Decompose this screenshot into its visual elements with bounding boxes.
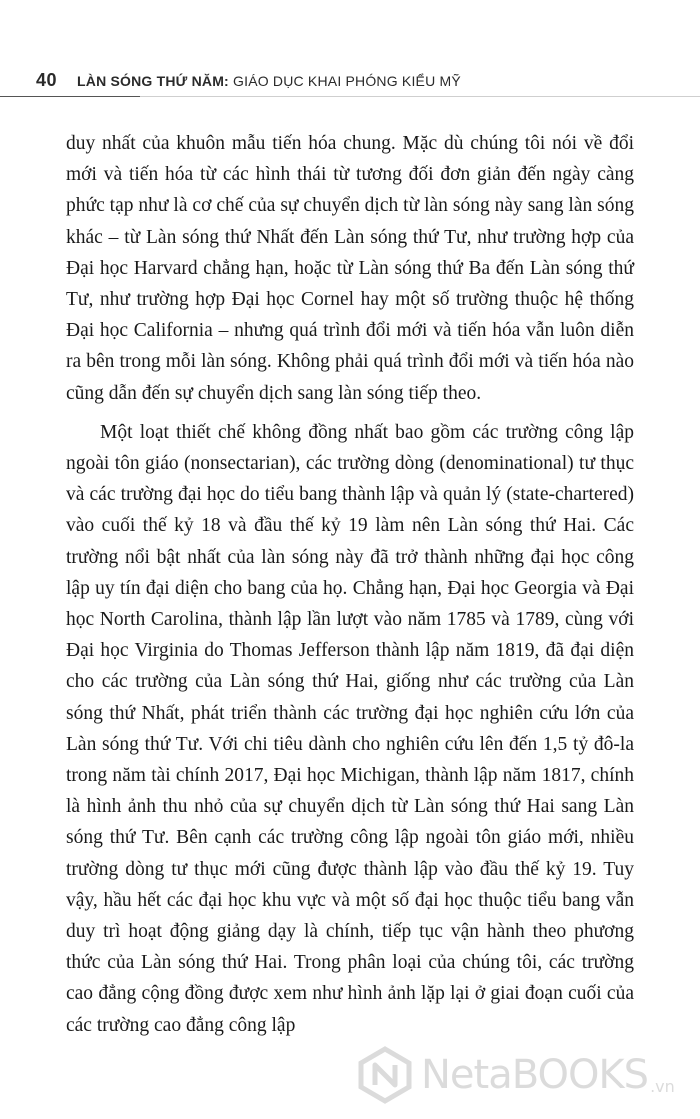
netabooks-logo-icon [355, 1045, 415, 1105]
watermark-brand: NetaBOOKS [421, 1052, 649, 1098]
watermark-tld: .vn [650, 1077, 675, 1096]
header-rule-light [140, 96, 700, 97]
page-number: 40 [36, 70, 58, 90]
watermark [355, 1040, 695, 1110]
running-header [30, 70, 670, 92]
running-head-subtitle: GIÁO DỤC KHAI PHÓNG KIỂU MỸ [228, 73, 461, 89]
paragraph-2: Một loạt thiết chế không đồng nhất bao gồm các trường công lập ngoài tôn giáo (nonsectarian), các trường dòng (denominational) tư thục và các trường đại học do tiểu bang thành lập và quản lý (state-chartered) vào cuối thế kỷ 18 và đầu thế kỷ 19 làm nên Làn sóng thứ Hai. Các trường nổi bật nhất của làn sóng này đã trở thành những đại học công lập uy tín đại diện cho bang của họ. Chẳng hạn, Đại học Georgia và Đại học North Carolina, thành lập lần lượt vào năm 1785 và 1789, cùng với Đại học Virginia do Thomas Jefferson thành lập năm 1819, đã đại diện cho các trường của Làn sóng thứ Hai, giống như các trường của Làn sóng thứ Nhất, phát triển thành các trường đại học nghiên cứu lớn của Làn sóng thứ Tư. Với chi tiêu dành cho nghiên cứu lên đến 1,5 tỷ đô-la trong năm tài chính 2017, Đại học Michigan, thành lập năm 1817, chính là hình ảnh thu nhỏ của sự chuyển dịch từ Làn sóng thứ Hai sang Làn sóng thứ Tư. Bên cạnh các trường công lập ngoài tôn giáo mới, nhiều trường dòng tư thục mới cũng được thành lập vào đầu thế kỷ 19. Tuy vậy, hầu hết các đại học khu vực và một số đại học thuộc tiểu bang vẫn duy trì hoạt động giảng dạy là chính, tiếp tục vận hành theo phương thức của Làn sóng thứ Hai. Trong phân loại của chúng tôi, các trường cao đẳng cộng đồng được xem như hình ảnh lặp lại ở giai đoạn cuối của các trường cao đẳng công lập [66, 421, 634, 1036]
header-rule-dark [0, 96, 140, 97]
paragraph-1: duy nhất của khuôn mẫu tiến hóa chung. Mặc dù chúng tôi nói về đổi mới và tiến hóa từ các hình thái từ tương đối đơn giản đến ngày càng phức tạp như là cơ chế của sự chuyển dịch từ làn sóng này sang làn sóng khác – từ Làn sóng thứ Nhất đến Làn sóng thứ Tư, như trường hợp của Đại học Harvard chẳng hạn, hoặc từ Làn sóng thứ Ba đến Làn sóng thứ Tư, như trường hợp Đại học Cornel hay một số trường thuộc hệ thống Đại học California – nhưng quá trình đổi mới và tiến hóa vẫn luôn diễn ra bên trong mỗi làn sóng. Không phải quá trình đổi mới và tiến hóa nào cũng dẫn đến sự chuyển dịch sang làn sóng tiếp theo. [66, 133, 634, 404]
running-head-title-main: LÀN SÓNG THỨ NĂM: [77, 73, 229, 89]
running-head-title [77, 73, 461, 89]
body-text [66, 128, 634, 1041]
